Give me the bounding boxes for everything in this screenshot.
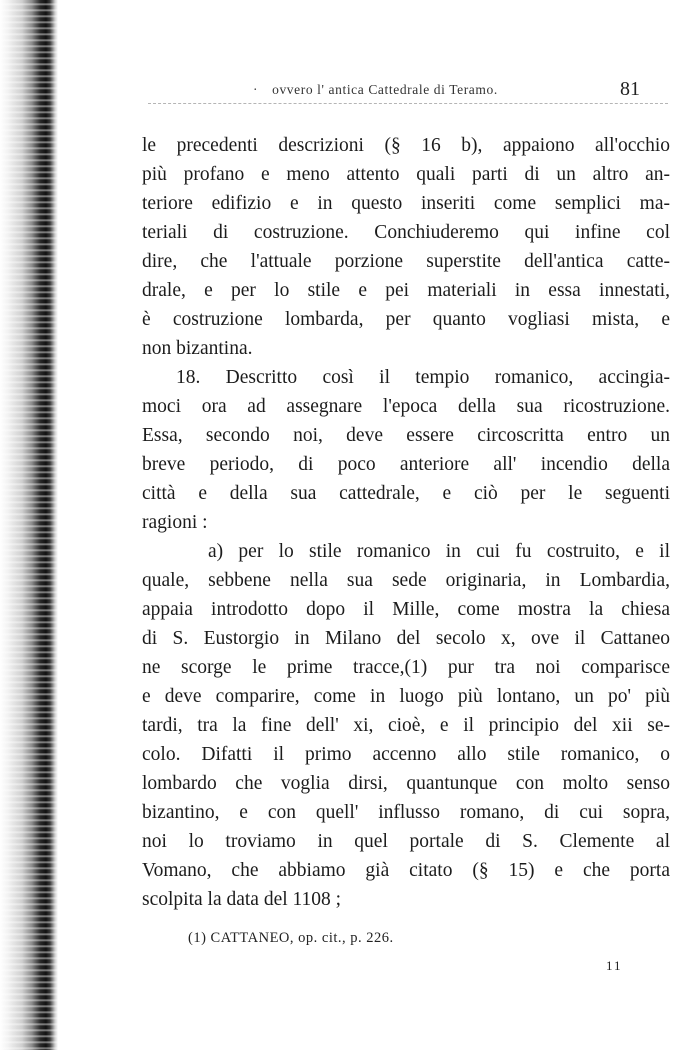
text-line: e deve comparire, come in luogo più lontano, un po' più <box>142 686 670 707</box>
text-line: città e della sua cattedrale, e ciò per le seguenti <box>142 483 670 504</box>
text-line: teriore edifizio e in questo inseriti come semplici ma- <box>142 193 670 214</box>
signature-mark: 11 <box>606 958 623 973</box>
text-line: tardi, tra la fine dell' xi, cioè, e il principio del xii se- <box>142 715 670 736</box>
header-rule <box>148 103 668 104</box>
text-line: lombardo che voglia dirsi, quantunque con molto senso <box>142 773 670 794</box>
text-line: noi lo troviamo in quel portale di S. Clemente al <box>142 831 670 852</box>
text-line: ragioni : <box>142 512 208 533</box>
text-line: colo. Difatti il primo accenno allo stile romanico, o <box>142 744 670 765</box>
book-page <box>58 0 700 1050</box>
text-line: 18. Descritto così il tempio romanico, accingia- <box>176 367 670 388</box>
body-text <box>142 131 670 914</box>
text-line: breve periodo, di poco anteriore all' incendio della <box>142 454 670 475</box>
text-line: è costruzione lombarda, per quanto vogliasi mista, e <box>142 309 670 330</box>
running-head <box>58 78 700 102</box>
header-marker: · <box>253 82 259 97</box>
text-line: di S. Eustorgio in Milano del secolo x, ove il Cattaneo <box>142 628 670 649</box>
text-line: Vomano, che abbiamo già citato (§ 15) e che porta <box>142 860 670 881</box>
text-line: scolpita la data del 1108 ; <box>142 889 342 910</box>
running-title <box>253 82 498 98</box>
footnote: (1) CATTANEO, op. cit., p. 226. <box>188 930 394 946</box>
text-line: quale, sebbene nella sua sede originaria, in Lombardia, <box>142 570 670 591</box>
running-title-text: ovvero l' antica Cattedrale di Teramo. <box>272 82 498 97</box>
page-number: 81 <box>620 78 640 100</box>
text-line: bizantino, e con quell' influsso romano, di cui sopra, <box>142 802 670 823</box>
text-line: moci ora ad assegnare l'epoca della sua ricostruzione. <box>142 396 670 417</box>
text-line: teriali di costruzione. Conchiuderemo qui infine col <box>142 222 670 243</box>
text-line: drale, e per lo stile e pei materiali in essa innestati, <box>142 280 670 301</box>
text-line: ne scorge le prime tracce,(1) pur tra noi comparisce <box>142 657 670 678</box>
text-line: dire, che l'attuale porzione superstite dell'antica catte- <box>142 251 670 272</box>
book-binding-edge <box>0 0 58 1050</box>
text-line: appaia introdotto dopo il Mille, come mostra la chiesa <box>142 599 670 620</box>
text-line: più profano e meno attento quali parti di un altro an- <box>142 164 670 185</box>
text-line: non bizantina. <box>142 338 253 359</box>
text-line: Essa, secondo noi, deve essere circoscritta entro un <box>142 425 670 446</box>
text-line: a) per lo stile romanico in cui fu costruito, e il <box>208 541 670 562</box>
text-line: le precedenti descrizioni (§ 16 b), appaiono all'occhio <box>142 135 670 156</box>
